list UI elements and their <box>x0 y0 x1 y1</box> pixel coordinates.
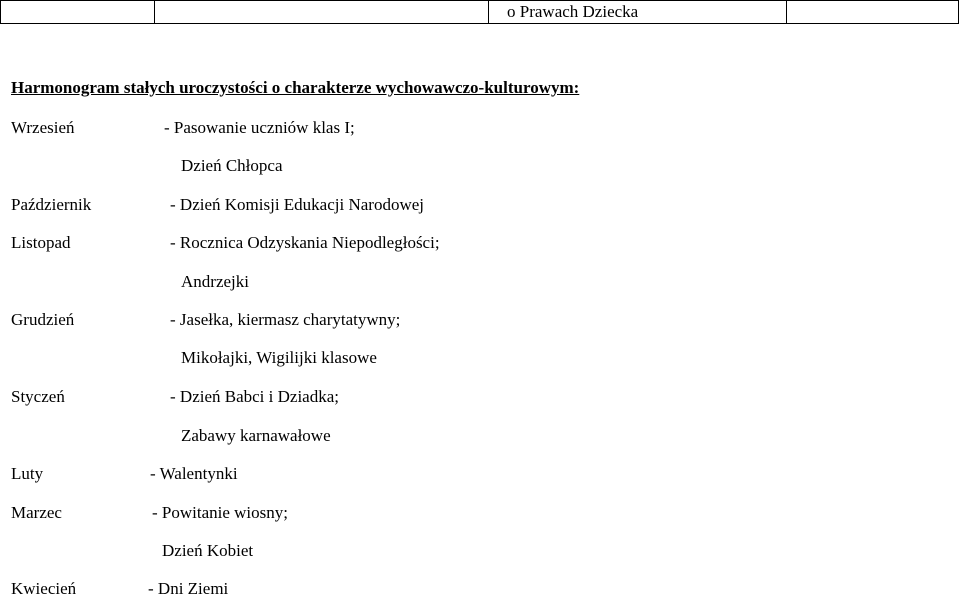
month-styczen: Styczeń <box>11 387 65 406</box>
month-marzec: Marzec <box>11 503 62 522</box>
header-table-cell <box>787 1 959 24</box>
month-luty: Luty <box>11 464 44 483</box>
month-kwiecien: Kwiecień <box>11 579 77 598</box>
month-grudzien: Grudzień <box>11 310 75 329</box>
header-table-cell <box>155 1 489 24</box>
event-item: - Dzień Komisji Edukacji Narodowej <box>170 195 424 214</box>
event-item: - Pasowanie uczniów klas I; <box>164 118 355 137</box>
month-wrzesien: Wrzesień <box>11 118 75 137</box>
event-item: - Jasełka, kiermasz charytatywny; <box>170 310 401 329</box>
event-item: - Walentynki <box>150 464 238 483</box>
event-item: Dzień Chłopca <box>181 156 283 175</box>
header-table <box>0 0 959 24</box>
month-listopad: Listopad <box>11 233 71 252</box>
header-table-row <box>1 1 959 24</box>
month-pazdziernik: Październik <box>11 195 92 214</box>
event-item: - Rocznica Odzyskania Niepodległości; <box>170 233 440 252</box>
event-item: Mikołajki, Wigilijki klasowe <box>181 348 377 367</box>
event-item: - Dni Ziemi <box>148 579 229 598</box>
header-table-cell: o Prawach Dziecka <box>489 1 787 24</box>
event-item: - Powitanie wiosny; <box>152 503 288 522</box>
event-item: - Dzień Babci i Dziadka; <box>170 387 339 406</box>
schedule-heading: Harmonogram stałych uroczystości o charakterze wychowawczo-kulturowym: <box>11 78 580 97</box>
event-item: Zabawy karnawałowe <box>181 426 331 445</box>
event-item: Andrzejki <box>181 272 249 291</box>
header-table-cell <box>1 1 155 24</box>
event-item: Dzień Kobiet <box>162 541 254 560</box>
